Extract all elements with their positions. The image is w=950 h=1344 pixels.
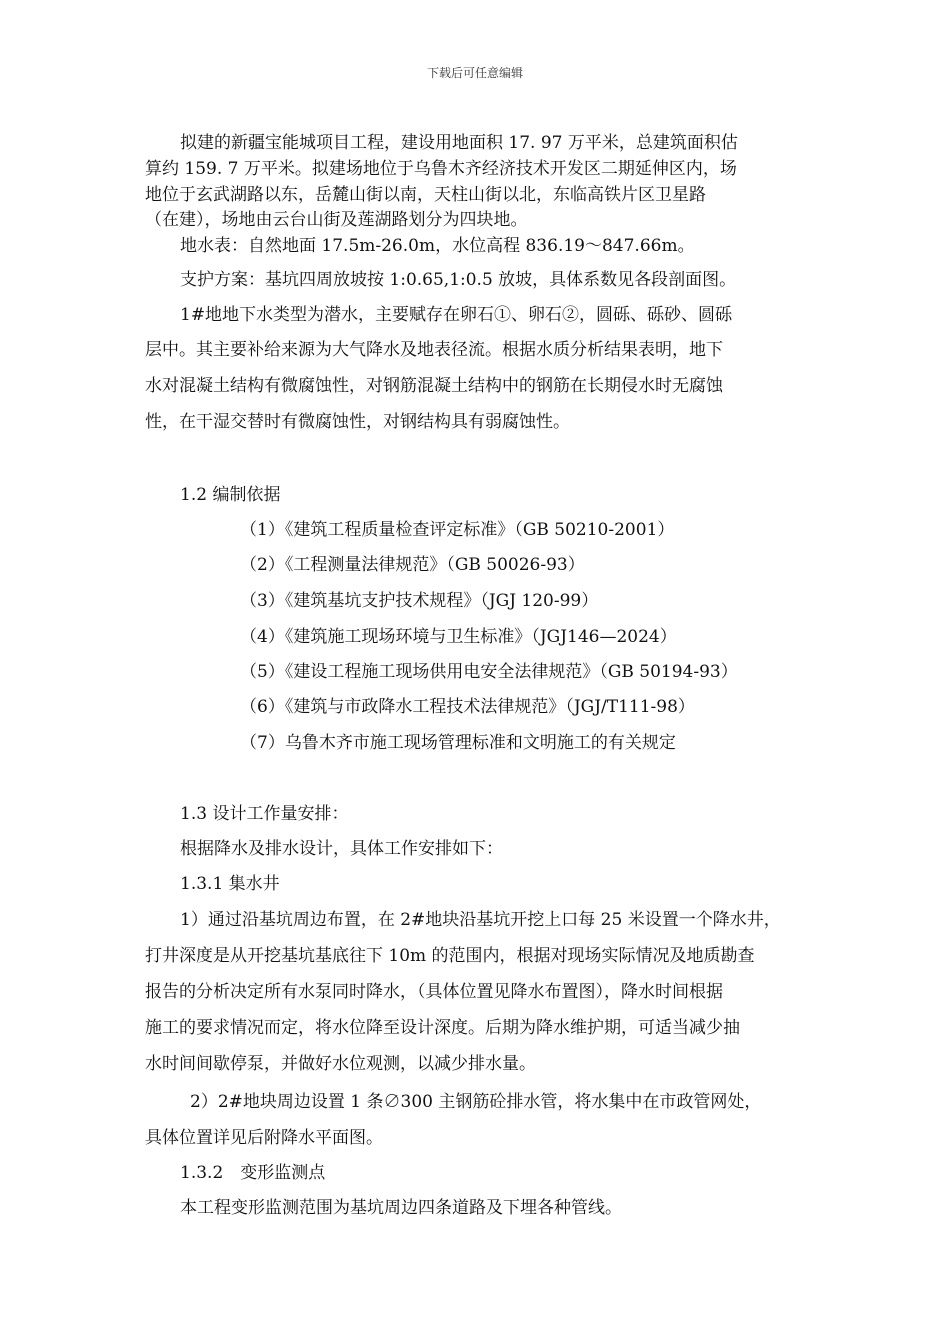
water-line: 层中。其主要补给来源为大气降水及地表径流。根据水质分析结果表明，地下 [145,340,723,360]
water-line: 性，在干湿交替时有微腐蚀性，对钢结构具有弱腐蚀性。 [145,412,570,432]
intro-line: 拟建的新疆宝能城项目工程，建设用地面积 17. 97 万平米，总建筑面积估 [180,133,738,153]
water-line: 1#地地下水类型为潜水，主要赋存在卵石①、卵石②，圆砾、砾砂、圆砾 [180,305,733,325]
section-heading-1-3: 1.3 设计工作量安排： [180,804,349,824]
well-line: 打井深度是从开挖基坑基底往下 10m 的范围内，根据对现场实际情况及地质勘查 [145,946,755,966]
well-line: 水时间间歇停泵，并做好水位观测，以减少排水量。 [145,1054,536,1074]
intro-line: （在建），场地由云台山街及莲湖路划分为四块地。 [145,210,528,230]
water-line: 水对混凝土结构有微腐蚀性，对钢筋混凝土结构中的钢筋在长期侵水时无腐蚀 [145,376,723,396]
intro-line: 算约 159. 7 万平米。拟建场地位于乌鲁木齐经济技术开发区二期延伸区内，场 [145,159,737,179]
section-heading-1-3-1: 1.3.1 集水井 [180,874,280,894]
basis-item: （2）《工程测量法律规范》（GB 50026-93） [240,555,585,575]
basis-item: （4）《建筑施工现场环境与卫生标准》（JGJ146—2024） [240,627,677,647]
well-line: 报告的分析决定所有水泵同时降水，（具体位置见降水布置图），降水时间根据 [145,982,723,1002]
section-heading-1-3-2: 1.3.2 变形监测点 [180,1163,326,1183]
monitor-paragraph: 本工程变形监测范围为基坑周边四条道路及下埋各种管线。 [180,1198,622,1218]
basis-item: （5）《建设工程施工现场供用电安全法律规范》（GB 50194-93） [240,662,738,682]
basis-item: （1）《建筑工程质量检查评定标准》（GB 50210-2001） [240,520,675,540]
intro-line: 地位于玄武湖路以东，岳麓山街以南，天柱山街以北，东临高铁片区卫星路 [145,185,706,205]
basis-item: （7）乌鲁木齐市施工现场管理标准和文明施工的有关规定 [240,733,676,753]
pipe-line: 具体位置详见后附降水平面图。 [145,1128,383,1148]
groundwater-paragraph: 地水表：自然地面 17.5m-26.0m，水位高程 836.19～847.66m。 [180,236,695,256]
pipe-line: 2）2#地块周边设置 1 条∅300 主钢筋砼排水管，将水集中在市政管网处， [190,1092,762,1112]
well-line: 1）通过沿基坑周边布置，在 2#地块沿基坑开挖上口每 25 米设置一个降水井， [180,910,781,930]
design-intro: 根据降水及排水设计，具体工作安排如下： [180,839,503,859]
well-line: 施工的要求情况而定，将水位降至设计深度。后期为降水维护期，可适当减少抽 [145,1018,740,1038]
page-header: 下载后可任意编辑 [426,66,523,80]
section-heading-1-2: 1.2 编制依据 [180,485,281,505]
basis-item: （6）《建筑与市政降水工程技术法律规范》（JGJ/T111-98） [240,697,695,717]
support-paragraph: 支护方案：基坑四周放坡按 1:0.65,1:0.5 放坡，具体系数见各段剖面图。 [180,270,737,290]
basis-item: （3）《建筑基坑支护技术规程》（JGJ 120-99） [240,591,599,611]
